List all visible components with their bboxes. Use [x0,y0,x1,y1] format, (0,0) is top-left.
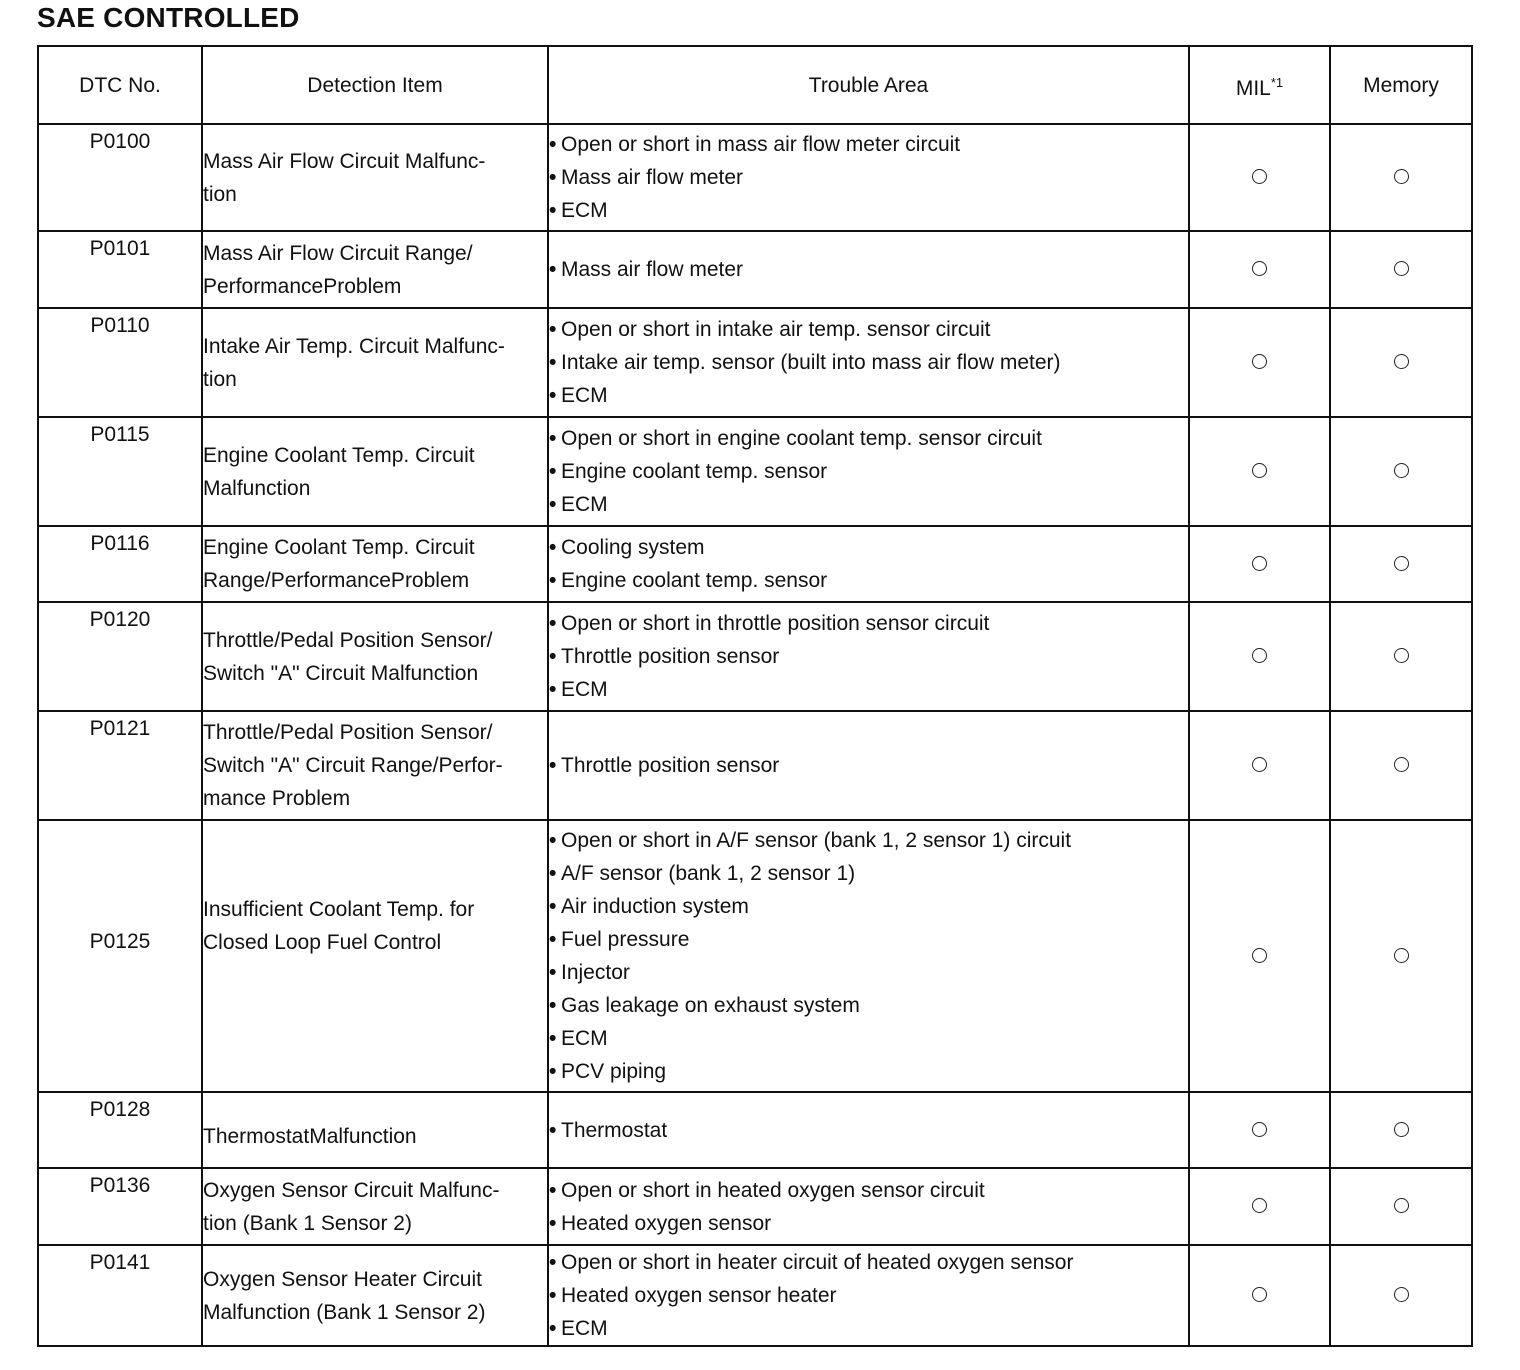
detection-item [202,1168,548,1245]
bullet-icon: • [549,961,557,984]
bullet-icon: • [549,1284,557,1307]
page-title: SAE CONTROLLED [37,2,300,33]
table-row [38,308,1472,417]
trouble-area-item [549,1022,1188,1055]
trouble-area [548,602,1189,711]
detection-item-line: Intake Air Temp. Circuit Malfunc- [203,334,505,358]
detection-item-line: Switch "A" Circuit Malfunction [203,661,479,685]
mil-circle-icon [1252,556,1267,571]
memory-cell [1330,820,1472,1092]
detection-item-line: Throttle/Pedal Position Sensor/ [203,721,493,744]
header-dtc-no: DTC No. [38,46,202,124]
bullet-icon: • [549,351,557,374]
trouble-area-text: Air induction system [561,895,749,918]
mil-circle-icon [1252,757,1267,772]
mil-circle-icon [1252,169,1267,184]
trouble-area [548,308,1189,417]
detection-item-line: Mass Air Flow Circuit Range/ [203,241,473,265]
trouble-area-text: A/F sensor (bank 1, 2 sensor 1) [561,862,856,885]
trouble-area-text: Cooling system [561,536,705,559]
bullet-icon: • [549,1027,557,1050]
detection-item-line: Insufficient Coolant Temp. for [203,898,475,921]
table-row [38,711,1472,820]
trouble-area-item [549,128,1188,161]
detection-item-line: Engine Coolant Temp. Circuit [203,536,475,559]
trouble-area-text: ECM [561,384,608,407]
trouble-area-text: Intake air temp. sensor (built into mass air flow meter) [561,351,1061,374]
mil-cell [1189,308,1330,417]
memory-cell [1330,1245,1472,1346]
trouble-area-text: Engine coolant temp. sensor [561,460,828,483]
bullet-icon: • [549,318,557,341]
detection-item [202,1092,548,1168]
bullet-icon: • [549,1317,557,1340]
detection-item-line: tion [203,182,237,206]
detection-item-line: Oxygen Sensor Heater Circuit [203,1267,482,1291]
trouble-area-item [549,749,1188,782]
table-row [38,417,1472,526]
trouble-area-text: Injector [561,961,630,984]
mil-cell [1189,602,1330,711]
trouble-area-text: Open or short in mass air flow meter circuit [561,133,961,156]
bullet-icon: • [549,612,557,635]
bullet-icon: • [549,1211,557,1235]
bullet-icon: • [549,1178,557,1202]
bullet-icon: • [549,678,557,701]
mil-cell [1189,417,1330,526]
trouble-area-item [549,1207,1188,1240]
dtc-code: P0115 [38,417,202,526]
header-row [38,46,1472,124]
trouble-area-text: Throttle position sensor [561,754,780,777]
mil-cell [1189,820,1330,1092]
detection-item-line: Throttle/Pedal Position Sensor/ [203,628,493,652]
bullet-icon: • [549,754,557,777]
trouble-area-item [549,1114,1188,1147]
trouble-area-item [549,455,1188,488]
trouble-area-text: Thermostat [561,1118,668,1142]
mil-cell [1189,526,1330,602]
trouble-area-text: Open or short in heater circuit of heated oxygen sensor [561,1251,1074,1274]
trouble-area-item [549,640,1188,673]
table-body [38,124,1472,1346]
mil-circle-icon [1252,354,1267,369]
trouble-area-text: Open or short in heated oxygen sensor circuit [561,1178,985,1202]
memory-circle-icon [1394,1198,1409,1213]
memory-cell [1330,308,1472,417]
detection-item-line: Mass Air Flow Circuit Malfunc- [203,149,486,173]
trouble-area-item [549,989,1188,1022]
memory-cell [1330,231,1472,308]
trouble-area-text: Open or short in A/F sensor (bank 1, 2 sensor 1) circuit [561,829,1072,852]
bullet-icon: • [549,928,557,951]
memory-cell [1330,1168,1472,1245]
detection-item [202,308,548,417]
trouble-area [548,526,1189,602]
trouble-area-text: ECM [561,678,608,701]
trouble-area-item [549,488,1188,521]
trouble-area-item [549,253,1188,286]
trouble-area-text: ECM [561,199,608,222]
memory-circle-icon [1394,648,1409,663]
dtc-code: P0141 [38,1245,202,1346]
trouble-area-item [549,890,1188,923]
mil-cell [1189,1245,1330,1346]
bullet-icon: • [549,1251,557,1274]
detection-item-line: ThermostatMalfunction [203,1125,417,1148]
memory-circle-icon [1394,169,1409,184]
memory-cell [1330,711,1472,820]
dtc-code: P0110 [38,308,202,417]
trouble-area-item [549,531,1188,564]
trouble-area-text: Fuel pressure [561,928,690,951]
table-row [38,602,1472,711]
header-memory: Memory [1330,46,1472,124]
bullet-icon: • [549,384,557,407]
memory-circle-icon [1394,556,1409,571]
trouble-area-item [549,1312,1188,1345]
mil-circle-icon [1252,463,1267,478]
detection-item-line: PerformanceProblem [203,274,402,298]
trouble-area-text: Heated oxygen sensor [561,1211,772,1235]
trouble-area-text: Mass air flow meter [561,166,744,189]
trouble-area-item [549,923,1188,956]
detection-item [202,231,548,308]
bullet-icon: • [549,133,557,156]
trouble-area-item [549,379,1188,412]
header-trouble-area: Trouble Area [548,46,1189,124]
detection-item [202,124,548,231]
mil-circle-icon [1252,948,1267,963]
table-row [38,526,1472,602]
trouble-area-text: ECM [561,1027,608,1050]
bullet-icon: • [549,493,557,516]
detection-item-line: Malfunction [203,476,311,500]
detection-item-line: mance Problem [203,787,351,810]
detection-item [202,711,548,820]
mil-cell [1189,231,1330,308]
bullet-icon: • [549,569,557,592]
mil-cell [1189,711,1330,820]
trouble-area-item [549,673,1188,706]
detection-item-line: tion [203,367,237,391]
bullet-icon: • [549,1060,557,1083]
memory-circle-icon [1394,463,1409,478]
trouble-area [548,1092,1189,1168]
memory-cell [1330,602,1472,711]
header-mil-footnote: *1 [1270,74,1284,90]
memory-circle-icon [1394,1287,1409,1302]
trouble-area-item [549,857,1188,890]
mil-cell [1189,1168,1330,1245]
bullet-icon: • [549,829,557,852]
trouble-area-item [549,161,1188,194]
detection-item-line: Switch "A" Circuit Range/Perfor- [203,754,503,777]
trouble-area-text: PCV piping [561,1060,667,1083]
trouble-area-text: Open or short in engine coolant temp. sensor circuit [561,427,1042,450]
mil-circle-icon [1252,648,1267,663]
trouble-area-item [549,422,1188,455]
memory-cell [1330,124,1472,231]
memory-circle-icon [1394,757,1409,772]
bullet-icon: • [549,166,557,189]
bullet-icon: • [549,862,557,885]
dtc-code: P0121 [38,711,202,820]
table-row [38,1092,1472,1168]
trouble-area-text: Mass air flow meter [561,258,744,281]
trouble-area-item [549,824,1188,857]
trouble-area-item [549,956,1188,989]
trouble-area-item [549,1055,1188,1088]
trouble-area-text: Engine coolant temp. sensor [561,569,828,592]
trouble-area-item [549,194,1188,227]
table-row [38,1245,1472,1346]
detection-item [202,417,548,526]
bullet-icon: • [549,1118,557,1142]
trouble-area-item [549,607,1188,640]
detection-item-line: Oxygen Sensor Circuit Malfunc- [203,1178,500,1202]
dtc-code: P0101 [38,231,202,308]
trouble-area-text: Gas leakage on exhaust system [561,994,860,1017]
trouble-area [548,1168,1189,1245]
memory-cell [1330,526,1472,602]
dtc-code: P0125 [38,820,202,1092]
trouble-area-item [549,1279,1188,1312]
trouble-area-text: ECM [561,493,608,516]
bullet-icon: • [549,460,557,483]
header-detection-item: Detection Item [202,46,548,124]
mil-cell [1189,1092,1330,1168]
trouble-area-item [549,346,1188,379]
bullet-icon: • [549,895,557,918]
mil-cell [1189,124,1330,231]
mil-circle-icon [1252,261,1267,276]
detection-item-line: Closed Loop Fuel Control [203,931,442,954]
trouble-area [548,820,1189,1092]
dtc-code: P0128 [38,1092,202,1168]
trouble-area [548,711,1189,820]
trouble-area [548,417,1189,526]
dtc-code: P0100 [38,124,202,231]
trouble-area [548,124,1189,231]
trouble-area-text: Open or short in intake air temp. sensor circuit [561,318,991,341]
memory-circle-icon [1394,1122,1409,1137]
memory-circle-icon [1394,948,1409,963]
detection-item [202,1245,548,1346]
memory-cell [1330,1092,1472,1168]
detection-item-line: Malfunction (Bank 1 Sensor 2) [203,1300,486,1324]
trouble-area-item [549,1246,1188,1279]
trouble-area-text: Heated oxygen sensor heater [561,1284,837,1307]
bullet-icon: • [549,536,557,559]
memory-circle-icon [1394,261,1409,276]
memory-circle-icon [1394,354,1409,369]
table-row [38,124,1472,231]
bullet-icon: • [549,199,557,222]
detection-item-line: Range/PerformanceProblem [203,569,470,592]
bullet-icon: • [549,258,557,281]
bullet-icon: • [549,645,557,668]
trouble-area [548,1245,1189,1346]
table-row [38,820,1472,1092]
trouble-area-text: ECM [561,1317,608,1340]
mil-circle-icon [1252,1122,1267,1137]
dtc-code: P0120 [38,602,202,711]
bullet-icon: • [549,427,557,450]
dtc-code: P0116 [38,526,202,602]
detection-item [202,602,548,711]
trouble-area-item [549,313,1188,346]
trouble-area-item [549,564,1188,597]
header-mil [1189,46,1330,124]
mil-circle-icon [1252,1287,1267,1302]
detection-item-line: tion (Bank 1 Sensor 2) [203,1211,412,1235]
trouble-area-item [549,1174,1188,1207]
table-row [38,231,1472,308]
dtc-table [37,45,1473,1347]
trouble-area-text: Throttle position sensor [561,645,780,668]
detection-item [202,820,548,1092]
mil-circle-icon [1252,1198,1267,1213]
detection-item [202,526,548,602]
dtc-code: P0136 [38,1168,202,1245]
trouble-area-text: Open or short in throttle position sensor circuit [561,612,990,635]
memory-cell [1330,417,1472,526]
bullet-icon: • [549,994,557,1017]
trouble-area [548,231,1189,308]
table-row [38,1168,1472,1245]
header-mil-label: MIL [1235,76,1271,100]
detection-item-line: Engine Coolant Temp. Circuit [203,443,475,467]
